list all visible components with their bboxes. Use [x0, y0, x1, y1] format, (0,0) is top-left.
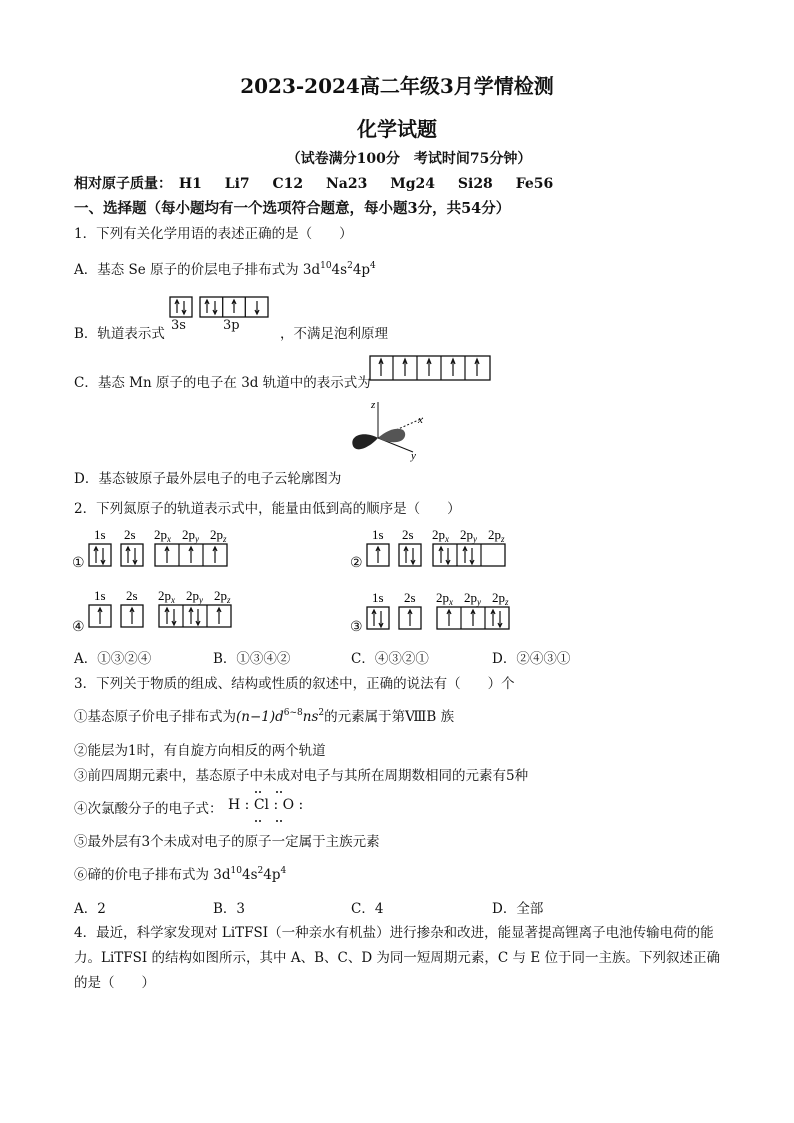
svg-text:2px: $2p_x$ [154, 527, 171, 544]
q2-mark-1: ① [72, 555, 85, 571]
q3-statement-6 [74, 863, 286, 883]
svg-text:2px: $2p_x$ [436, 590, 453, 607]
atomic-mass-si: Si28 [457, 176, 493, 192]
q2-diagram-1 [86, 525, 246, 573]
axis-y-label: y [411, 450, 416, 462]
q3-stem: 3．下列关于物质的组成、结构或性质的叙述中，正确的说法有（ ）个 [74, 676, 515, 692]
q3-s1-sup: 6~8 [283, 708, 303, 718]
atomic-mass-label: 相对原子质量： [74, 176, 172, 192]
atomic-mass-line [74, 173, 553, 193]
q1-c-orbital-diagram [369, 354, 493, 384]
q3-s6-sup1: 10 [230, 866, 242, 876]
q4-line-2: 力。LiTFSI 的结构如图所示，其中 A、B、C、D 为同一短周期元素，C 与 E 位于同一主族。下列叙述正确 [74, 950, 720, 966]
q3-s6-sup2: 2 [257, 866, 264, 876]
q2-diagram-4 [86, 586, 246, 634]
q3-s1-formula: (n−1)d [236, 709, 284, 725]
q3-s4-prefix: ④次氯酸分子的电子式： [74, 801, 223, 817]
subject-title: 化学试题 [357, 117, 437, 141]
svg-text:2pz: $2p_z$ [210, 527, 227, 544]
svg-text:2s: 2s [124, 527, 136, 542]
q3-option-b: B．3 [213, 901, 246, 917]
q3-option-a: A．2 [74, 901, 106, 917]
svg-text:2pz: $2p_z$ [488, 527, 505, 544]
section-heading: 一、选择题（每小题均有一个选项符合题意，每小题3分，共54分） [74, 200, 511, 217]
hypochlorous-electron-formula: H : Cl : O : [228, 797, 304, 813]
svg-text:1s: 1s [372, 590, 384, 605]
svg-text:2s: 2s [402, 527, 414, 542]
q3-statement-5: ⑤最外层有3个未成对电子的原子一定属于主族元素 [74, 834, 380, 850]
atomic-mass-c: C12 [272, 176, 304, 192]
q1-d-electron-cloud-figure [345, 396, 435, 464]
q1-option-a [74, 258, 376, 278]
q3-statement-1 [74, 705, 454, 725]
atomic-mass-li: Li7 [224, 176, 250, 192]
svg-text:2py: $2p_y$ [464, 590, 481, 607]
q3-statement-4 [74, 797, 223, 817]
svg-text:2px: $2p_x$ [432, 527, 449, 544]
q2-stem: 2．下列氮原子的轨道表示式中，能量由低到高的顺序是（ ） [74, 501, 461, 517]
electron-dots-figure [240, 787, 300, 827]
q1-a-sup2: 2 [347, 261, 353, 271]
q1-b-label-3s: 3s [171, 318, 186, 333]
q2-option-c: C．④③②① [351, 651, 429, 667]
q3-s1-mid: ns [302, 709, 319, 725]
svg-text:2py: $2p_y$ [460, 527, 477, 544]
q1-stem: 1．下列有关化学用语的表述正确的是（ ） [74, 226, 353, 242]
q1-option-b-prefix: B．轨道表示式 [74, 326, 165, 342]
q3-statement-2: ②能层为1时，有自旋方向相反的两个轨道 [74, 743, 326, 759]
q4-line-3: 的是（ ） [74, 975, 155, 991]
q3-s1-sup2: 2 [318, 708, 325, 718]
atomic-mass-fe: Fe56 [515, 176, 554, 192]
svg-text:2px: $2p_x$ [158, 588, 175, 605]
q2-mark-3: ③ [350, 619, 363, 635]
q1-a-mid: 4s [331, 262, 348, 278]
q2-option-a: A．①③②④ [74, 651, 152, 667]
svg-text:2s: 2s [126, 588, 138, 603]
q2-diagram-2 [364, 525, 524, 573]
q1-a-text: A．基态 Se 原子的价层电子排布式为 3d [74, 262, 321, 278]
q3-s6-sup3: 4 [280, 866, 287, 876]
q3-s1-suffix: 的元素属于第ⅧB 族 [324, 709, 455, 725]
q2-mark-4: ④ [72, 619, 85, 635]
q3-s1-prefix: ①基态原子价电子排布式为 [74, 709, 236, 725]
exam-title: 2023-2024高二年级3月学情检测 [240, 74, 554, 98]
q3-s6-mid2: 4p [263, 867, 281, 883]
svg-text:1s: 1s [372, 527, 384, 542]
exam-info: （试卷满分100分 考试时间75分钟） [286, 151, 532, 167]
axis-x-label: x [418, 414, 423, 426]
svg-text:2py: $2p_y$ [182, 527, 199, 544]
q1-option-c: C．基态 Mn 原子的电子在 3d 轨道中的表示式为 [74, 375, 371, 391]
svg-text:1s: 1s [94, 527, 106, 542]
q1-option-b-suffix: ，不满足泡利原理 [280, 326, 388, 342]
q2-option-b: B．①③④② [213, 651, 291, 667]
q1-a-sup1: 10 [320, 261, 332, 271]
q2-mark-2: ② [350, 555, 363, 571]
q1-b-label-3p: 3p [223, 318, 240, 333]
atomic-mass-mg: Mg24 [390, 176, 436, 192]
svg-text:2py: $2p_y$ [186, 588, 203, 605]
svg-text:1s: 1s [94, 588, 106, 603]
svg-text:2s: 2s [404, 590, 416, 605]
svg-text:2pz: $2p_z$ [214, 588, 231, 605]
atomic-mass-h: H1 [178, 176, 202, 192]
q1-option-d: D．基态铍原子最外层电子的电子云轮廓图为 [74, 471, 342, 487]
q1-a-sup3: 4 [370, 261, 376, 271]
axis-z-label: z [371, 399, 376, 411]
svg-text:2pz: $2p_z$ [492, 590, 509, 607]
atomic-mass-na: Na23 [326, 176, 368, 192]
q3-s6-mid: 4s [241, 867, 258, 883]
q1-a-mid2: 4p [352, 262, 371, 278]
q2-option-d: D．②④③① [492, 651, 571, 667]
q3-option-d: D．全部 [492, 901, 544, 917]
q2-diagram-3 [364, 588, 524, 636]
q3-option-c: C．4 [351, 901, 384, 917]
q4-line-1: 4．最近，科学家发现对 LiTFSI（一种亲水有机盐）进行掺杂和改进，能显著提高锂离子电池传输电荷的能 [74, 925, 714, 941]
q3-statement-3: ③前四周期元素中，基态原子中未成对电子与其所在周期数相同的元素有5种 [74, 768, 529, 784]
q3-s6-prefix: ⑥碲的价电子排布式为 3d [74, 867, 231, 883]
